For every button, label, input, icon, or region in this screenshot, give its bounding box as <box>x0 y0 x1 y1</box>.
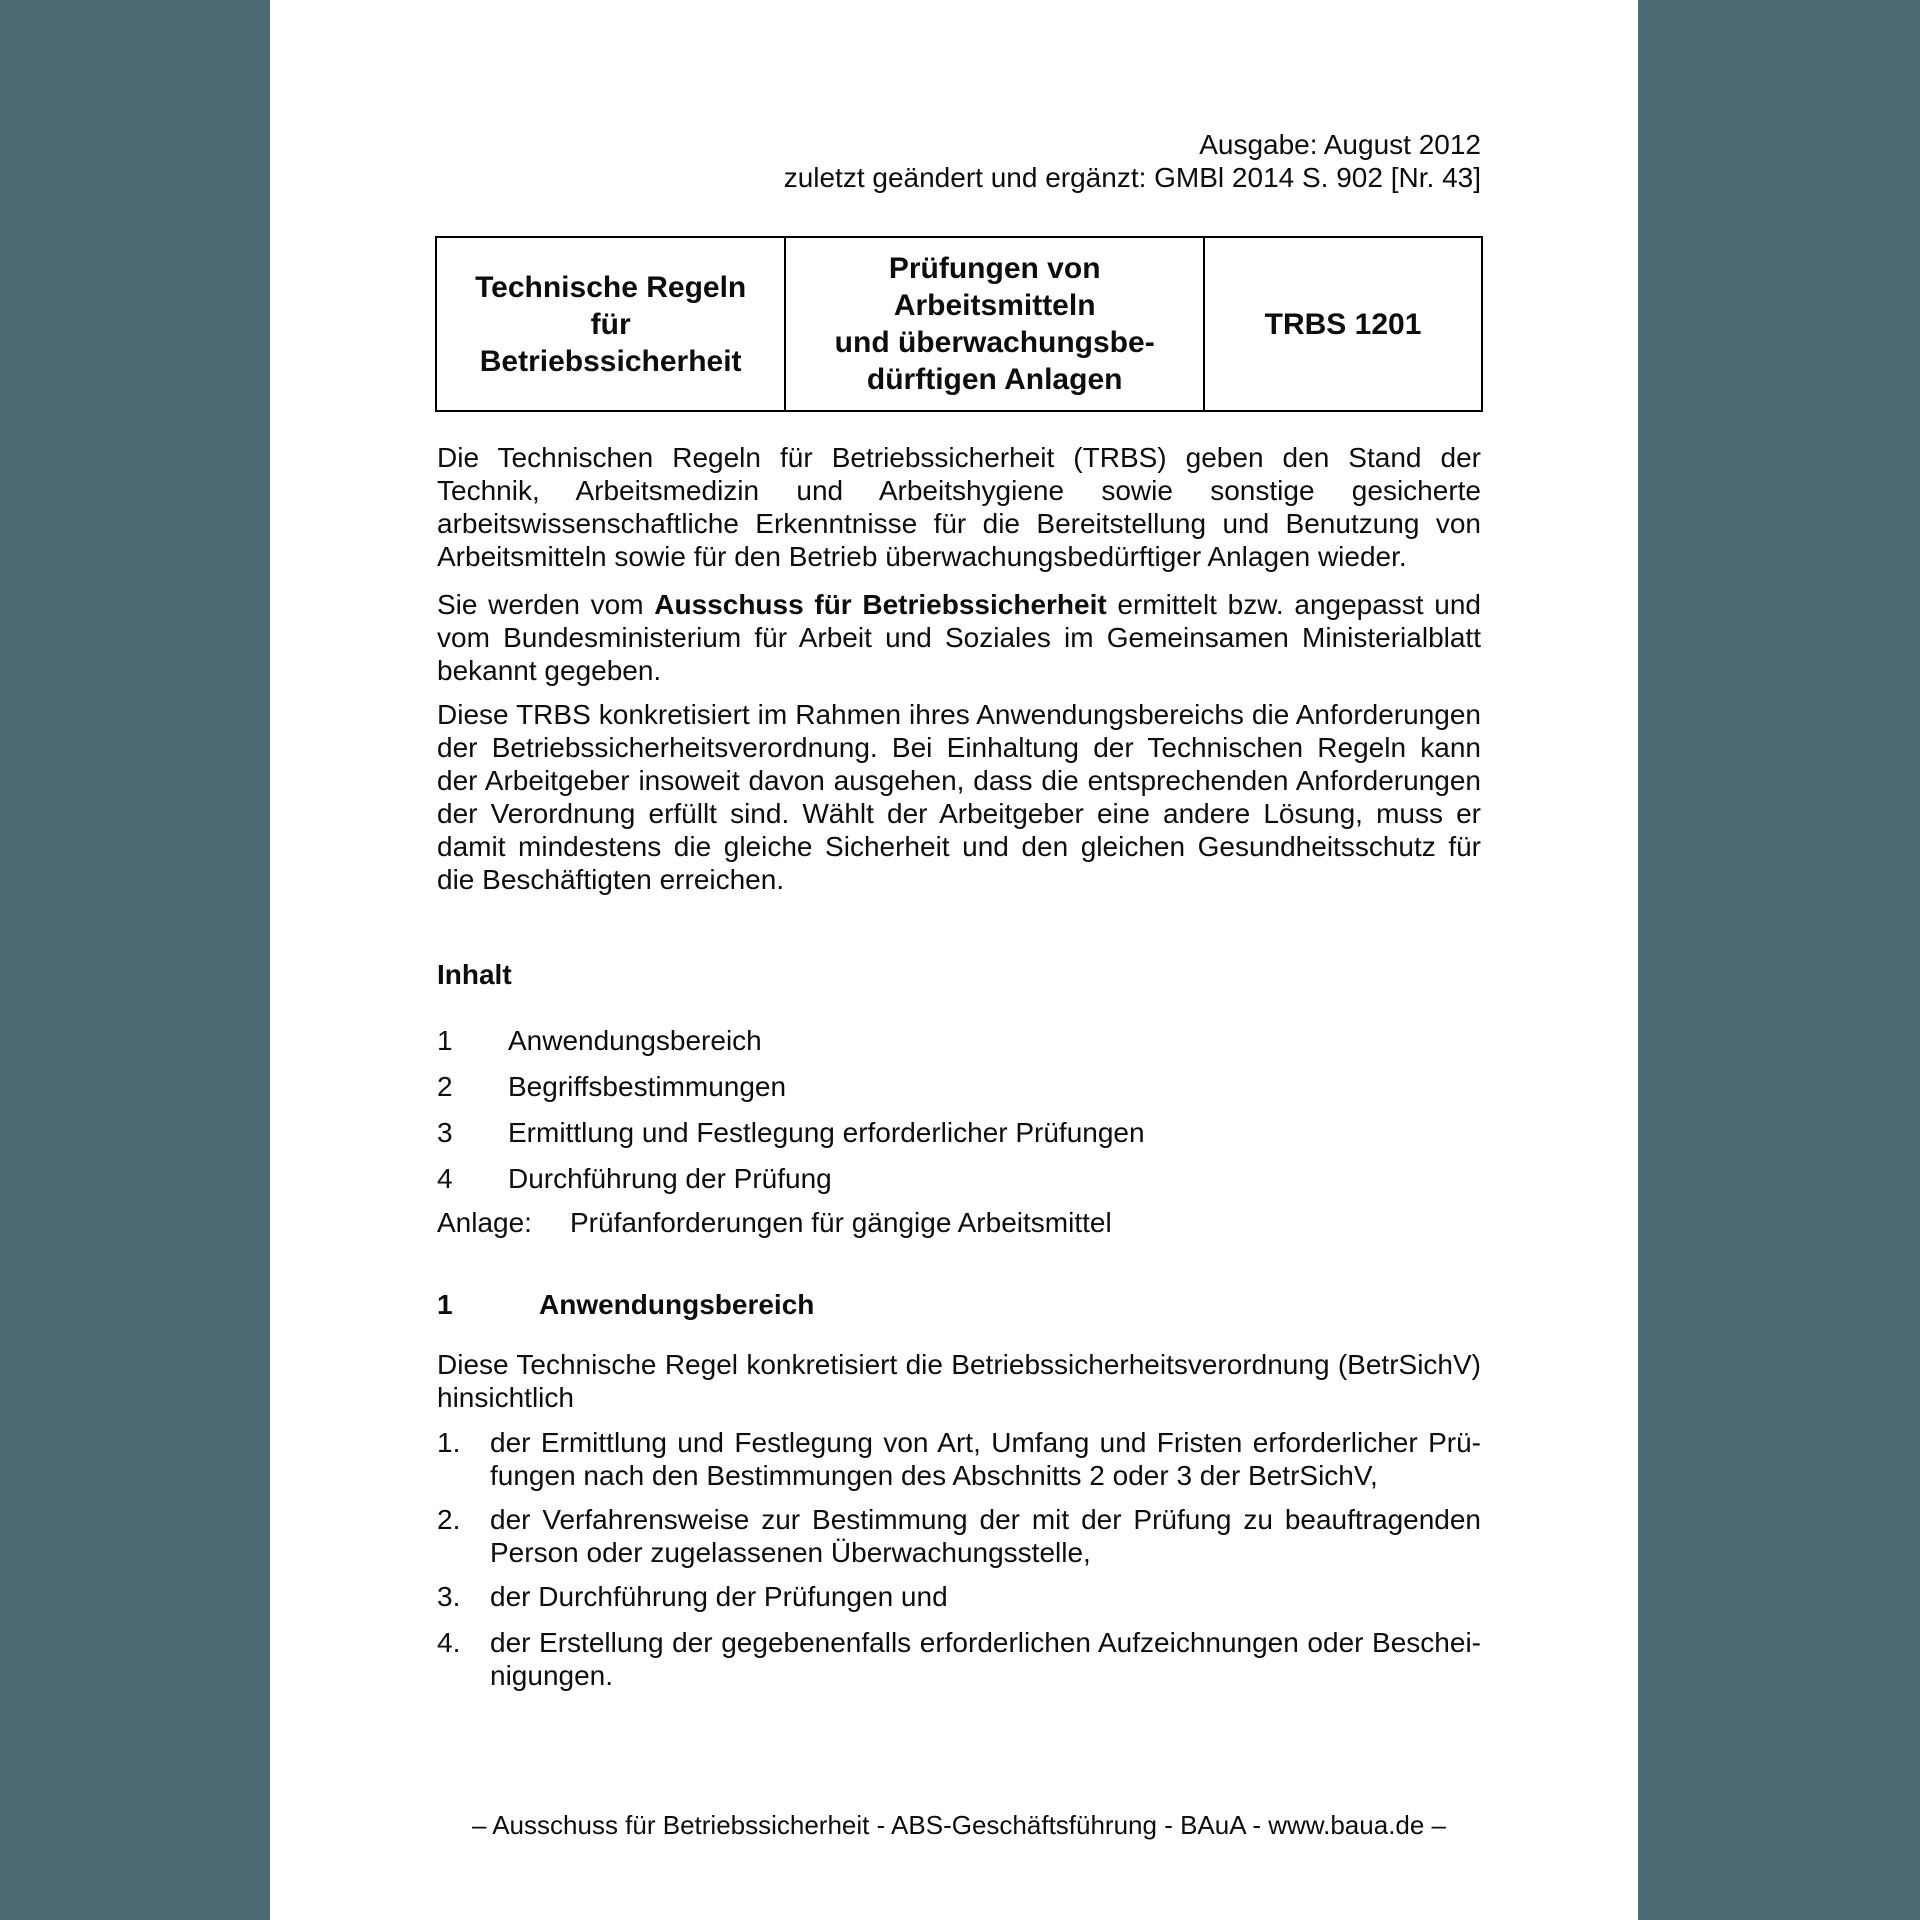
intro-paragraph-3: Diese TRBS konkretisiert im Rahmen ihres Anwendungsbereichs die Anforderungen der Betriebssicherheitsverordnung. Bei Einhaltung der Technischen Regeln kann der Arbeitgeber insoweit davon ausgehen, dass die entsprechenden Anforderungen der Verordnung erfüllt sind. Wählt der Arbeitgeber eine andere Lösung, muss er damit mindestens die gleiche Sicherheit und den gleichen Gesundheitsschutz für die Beschäftigten erreichen. <box>437 699 1481 895</box>
header-cell-title <box>785 237 1204 411</box>
header-table <box>435 236 1483 412</box>
header-cell-regelwerk <box>436 237 785 411</box>
list-item-number: 1. <box>437 1427 461 1458</box>
toc-item <box>437 1162 1481 1195</box>
list-item <box>437 1626 1481 1692</box>
list-item <box>437 1503 1481 1569</box>
list-item-number: 3. <box>437 1581 461 1612</box>
list-item <box>437 1426 1481 1492</box>
list-item-text: der Verfahrensweise zur Bestimmung der mit der Prüfung zu beauftragenden Person oder zugelassenen Überwachungsstelle, <box>490 1504 1481 1568</box>
toc-item-label: Durchführung der Prüfung <box>508 1163 832 1194</box>
header-cell-line: Prüfungen von Arbeitsmitteln <box>888 252 1101 322</box>
issue-line-2: zuletzt geändert und ergänzt: GMBl 2014 S. 902 [Nr. 43] <box>783 162 1481 193</box>
list-item-number: 4. <box>437 1627 461 1658</box>
toc-item-number: 2 <box>437 1071 453 1102</box>
section-number: 1 <box>437 1289 453 1320</box>
intro-paragraph-2 <box>437 588 1481 687</box>
trbs-number: TRBS 1201 <box>1264 307 1422 341</box>
paragraph-text: Sie werden vom <box>437 589 655 620</box>
header-cell-line: dürftigen Anlagen <box>866 363 1123 396</box>
header-cell-line: Betriebssicherheit <box>479 344 742 378</box>
toc-item-number: 1 <box>437 1025 453 1056</box>
toc-item <box>437 1070 1481 1103</box>
toc-title: Inhalt <box>437 959 512 990</box>
toc-item <box>437 1024 1481 1057</box>
section-1-intro: Diese Technische Regel konkretisiert die Betriebssicherheitsverordnung (BetrSichV) hinsichtlich <box>437 1349 1481 1413</box>
list-item-text: der Durchführung der Prüfungen und <box>490 1581 948 1612</box>
page-footer: – Ausschuss für Betriebssicherheit - ABS-Geschäftsführung - BAuA - www.baua.de – <box>471 1810 1447 1840</box>
toc-annex-row <box>437 1206 1481 1239</box>
toc-item <box>437 1116 1481 1149</box>
paragraph-bold-text: Ausschuss für Betriebssicherheit <box>654 589 1107 620</box>
header-cell-line: Technische Regeln <box>475 270 747 304</box>
list-item-text: der Erstellung der gegebenenfalls erforderlichen Aufzeichnungen oder Bescheinigungen. <box>490 1627 1481 1691</box>
annex-text: Prüfanforderungen für gängige Arbeitsmittel <box>570 1207 1112 1238</box>
list-item-number: 2. <box>437 1504 461 1535</box>
paragraph-text: ermittelt bzw. angepasst und vom Bundesministerium für Arbeit und Soziales im Gemeinsamen Ministerialblatt bekannt gegeben. <box>437 589 1481 686</box>
section-1-heading <box>437 1288 1481 1321</box>
toc-item-number: 4 <box>437 1163 453 1194</box>
document-page <box>270 0 1638 1920</box>
issue-line-1: Ausgabe: August 2012 <box>1199 129 1481 160</box>
toc-item-number: 3 <box>437 1117 453 1148</box>
issue-info <box>437 128 1481 194</box>
toc-item-label: Ermittlung und Festlegung erforderlicher Prüfungen <box>508 1117 1145 1148</box>
intro-paragraph-1: Die Technischen Regeln für Betriebssicherheit (TRBS) geben den Stand der Technik, Arbeitsmedizin und Arbeitshygiene sowie sonstige gesicherte arbeitswissenschaftliche Erkenntnisse für die Bereitstellung und Benutzung von Arbeitsmitteln sowie für den Betrieb überwachungsbedürftiger Anlagen wieder. <box>437 442 1481 572</box>
header-cell-line: für <box>590 307 631 341</box>
toc-item-label: Begriffsbestimmungen <box>508 1071 787 1102</box>
header-table-row <box>436 237 1482 411</box>
annex-label: Anlage: <box>437 1207 532 1238</box>
section-title: Anwendungsbereich <box>539 1289 815 1320</box>
list-item-text: der Ermittlung und Festlegung von Art, Umfang und Fristen erforderlicher Prüfungen nach den Bestimmungen des Abschnitts 2 oder 3 der BetrSichV, <box>490 1427 1481 1491</box>
header-cell-line: und überwachungsbe- <box>834 326 1155 359</box>
toc-item-label: Anwendungsbereich <box>508 1025 762 1056</box>
list-item <box>437 1580 1481 1613</box>
header-cell-number <box>1204 237 1482 411</box>
